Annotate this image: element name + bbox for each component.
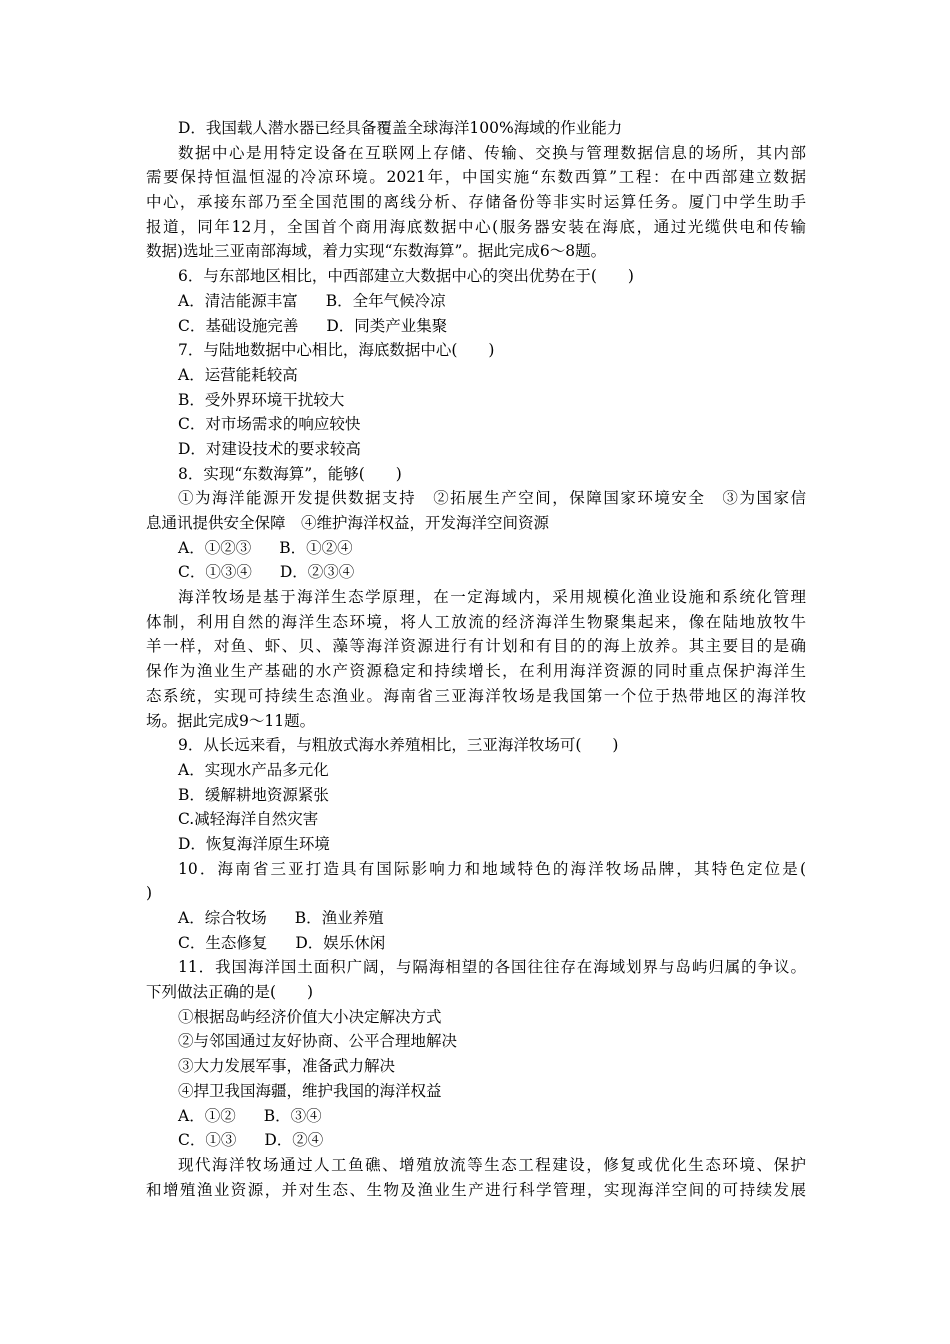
text-line: 11．我国海洋国土面积广阔，与隔海相望的各国往往存在海域划界与岛屿归属的争议。 <box>178 958 806 977</box>
text-line: B．缓解耕地资源紧张 <box>178 785 329 804</box>
option-text: C．①③④ <box>178 563 252 582</box>
text-line: D．我国载人潜水器已经具备覆盖全球海洋100%海域的作业能力 <box>178 119 623 137</box>
text-line: 场。据此完成9～11题。 <box>146 711 316 730</box>
text-line: 体制，利用自然的海洋生态环境，将人工放流的经济海洋生物聚集起来，像在陆地放牧牛 <box>146 612 806 631</box>
text-line: ③大力发展军事，准备武力解决 <box>178 1057 396 1076</box>
text-line: A．实现水产品多元化 <box>178 760 329 779</box>
option-text: D．②③④ <box>279 563 355 582</box>
text-line: ②与邻国通过友好协商、公平合理地解决 <box>178 1032 458 1051</box>
option-text: D．娱乐休闲 <box>295 933 386 952</box>
option-text: C．基础设施完善 <box>178 316 299 335</box>
option-row <box>146 289 806 314</box>
option-text: A．①②③ <box>178 538 252 557</box>
text-line: 保作为渔业生产基础的水产资源稳定和持续增长，在利用海洋资源的同时重点保护海洋生 <box>146 662 806 681</box>
text-line: 息通讯提供安全保障 ④维护海洋权益，开发海洋空间资源 <box>146 514 550 532</box>
text-line: 需要保持恒温恒湿的冷凉环境。2021年，中国实施“东数西算”工程：在中西部建立数据 <box>146 168 806 187</box>
text-line: D．恢复海洋原生环境 <box>178 834 330 853</box>
text-line: A．运营能耗较高 <box>178 365 298 384</box>
option-text: D．②④ <box>264 1131 324 1150</box>
text-line: 态系统，实现可持续生态渔业。海南省三亚海洋牧场是我国第一个位于热带地区的海洋牧 <box>146 686 806 705</box>
option-text: C．生态修复 <box>178 933 268 952</box>
option-row <box>146 536 806 561</box>
option-text: D．同类产业集聚 <box>326 316 448 335</box>
option-text: A．综合牧场 <box>178 909 267 927</box>
option-text: B．全年气候冷凉 <box>325 291 446 310</box>
option-text: B．③④ <box>263 1106 322 1125</box>
text-line: 海洋牧场是基于海洋生态学原理，在一定海域内，采用规模化渔业设施和系统化管理 <box>178 588 806 607</box>
text-line: 7．与陆地数据中心相比，海底数据中心( ) <box>178 341 495 360</box>
text-line: B．受外界环境干扰较大 <box>178 390 345 409</box>
option-text: B．①②④ <box>279 538 353 557</box>
option-text: A．①② <box>178 1106 236 1125</box>
option-text: A．清洁能源丰富 <box>178 291 298 310</box>
text-line: ④捍卫我国海疆，维护我国的海洋权益 <box>178 1081 442 1100</box>
text-line: ①根据岛屿经济价值大小决定解决方式 <box>178 1007 442 1026</box>
text-line: 和增殖渔业资源，并对生态、生物及渔业生产进行科学管理，实现海洋空间的可持续发展 <box>146 1180 806 1199</box>
text-line: 10．海南省三亚打造具有国际影响力和地域特色的海洋牧场品牌，其特色定位是( <box>178 859 806 878</box>
text-line: 中心，承接东部乃至全国范围的离线分析、存储备份等非实时运算任务。厦门中学生助手 <box>146 193 806 212</box>
text-line: C．对市场需求的响应较快 <box>178 415 361 434</box>
text-line: 数据中心是用特定设备在互联网上存储、传输、交换与管理数据信息的场所，其内部 <box>178 143 806 162</box>
text-line: D．对建设技术的要求较高 <box>178 439 361 458</box>
option-row <box>146 931 806 956</box>
text-line: 现代海洋牧场通过人工鱼礁、增殖放流等生态工程建设，修复或优化生态环境、保护 <box>178 1155 806 1174</box>
option-row <box>146 1104 806 1129</box>
option-row <box>146 560 806 585</box>
option-row <box>146 314 806 339</box>
text-line: C.减轻海洋自然灾害 <box>178 810 319 829</box>
text-line: 羊一样，对鱼、虾、贝、藻等海洋资源进行有计划和有目的的海上放养。其主要目的是确 <box>146 637 806 656</box>
text-line: 6．与东部地区相比，中西部建立大数据中心的突出优势在于( ) <box>178 267 634 286</box>
text-line: 报道，同年12月，全国首个商用海底数据中心(服务器安装在海底，通过光缆供电和传输 <box>146 217 806 236</box>
text-line: 下列做法正确的是( ) <box>146 983 314 1002</box>
text-line: ) <box>146 884 153 903</box>
text-line: 数据)选址三亚南部海域，着力实现“东数海算”。据此完成6～8题。 <box>146 242 607 261</box>
text-line: 8．实现“东数海算”，能够( ) <box>178 464 402 483</box>
option-row <box>146 906 806 931</box>
document-page <box>146 116 806 1202</box>
text-line: ①为海洋能源开发提供数据支持 ②拓展生产空间，保障国家环境安全 ③为国家信 <box>178 489 806 508</box>
option-text: C．①③ <box>178 1131 237 1150</box>
option-text: B．渔业养殖 <box>294 909 384 927</box>
option-row <box>146 1128 806 1153</box>
text-line: 9．从长远来看，与粗放式海水养殖相比，三亚海洋牧场可( ) <box>178 736 619 755</box>
